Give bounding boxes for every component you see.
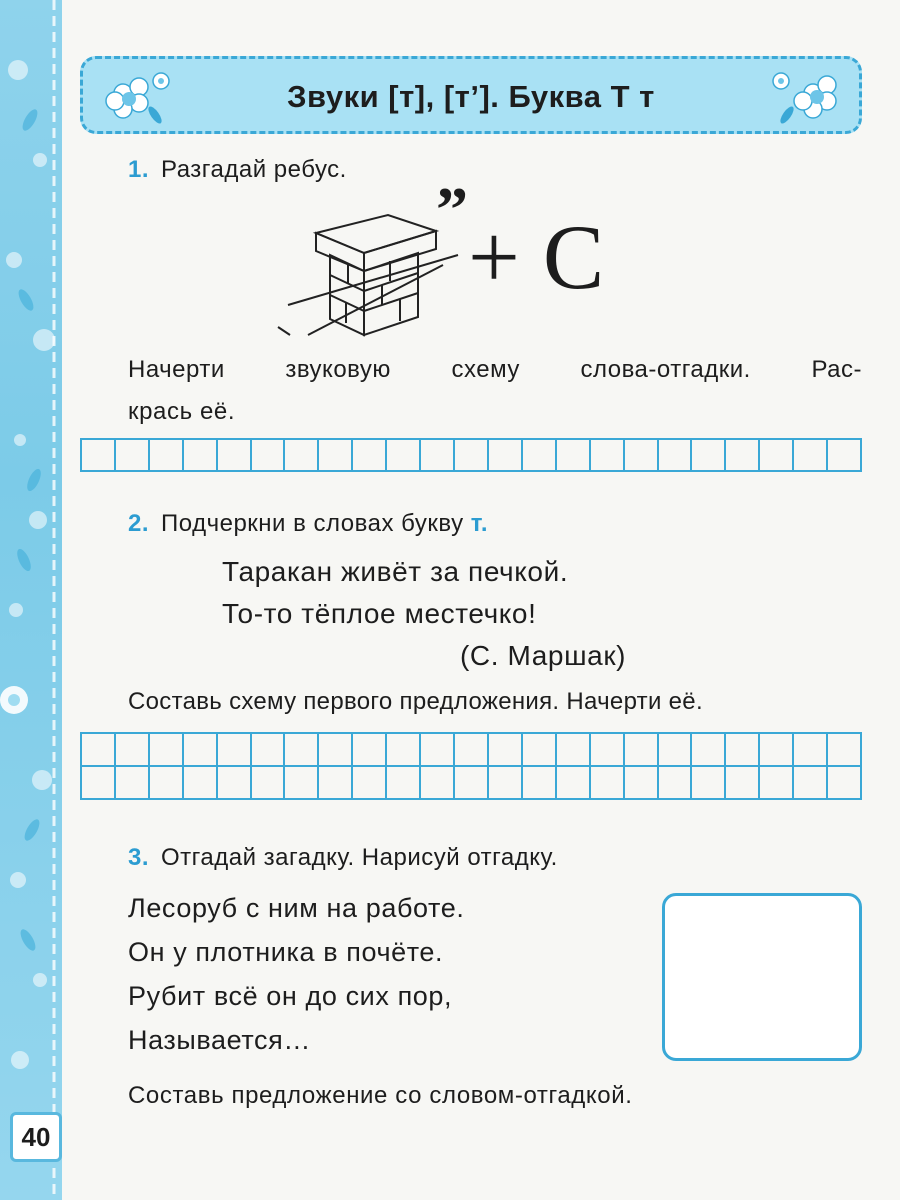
grid-cell[interactable] xyxy=(184,734,218,767)
grid-cell[interactable] xyxy=(353,767,387,800)
poem-line-2: То-то тёплое местечко! xyxy=(222,598,537,629)
grid-cell[interactable] xyxy=(252,440,286,472)
grid-cell[interactable] xyxy=(591,734,625,767)
grid-cell[interactable] xyxy=(150,767,184,800)
grid-cell[interactable] xyxy=(421,440,455,472)
grid-cell[interactable] xyxy=(760,734,794,767)
grid-cell[interactable] xyxy=(557,767,591,800)
grid-cell[interactable] xyxy=(659,767,693,800)
task3-instruction: Отгадай загадку. Нарисуй отгадку. xyxy=(161,844,558,871)
drawing-answer-box[interactable] xyxy=(662,893,862,1061)
task1-instruction: Разгадай ребус. xyxy=(161,156,347,183)
task3-heading xyxy=(128,844,558,872)
page-title: Звуки [т], [тʼ]. Буква Т т xyxy=(287,79,655,114)
grid-cell[interactable] xyxy=(489,767,523,800)
header-banner xyxy=(80,56,862,134)
grid-cell[interactable] xyxy=(523,734,557,767)
grid-cell[interactable] xyxy=(184,767,218,800)
grid-cell[interactable] xyxy=(794,767,828,800)
grid-cell[interactable] xyxy=(116,734,150,767)
riddle-line-2: Он у плотника в почёте. xyxy=(128,937,444,967)
grid-cell[interactable] xyxy=(353,734,387,767)
grid-cell[interactable] xyxy=(150,734,184,767)
task2-heading xyxy=(128,510,488,538)
grid-cell[interactable] xyxy=(387,734,421,767)
grid-cell[interactable] xyxy=(421,734,455,767)
grid-cell[interactable] xyxy=(218,734,252,767)
grid-cell[interactable] xyxy=(218,767,252,800)
grid-cell[interactable] xyxy=(659,440,693,472)
sentence-scheme-grid[interactable] xyxy=(80,732,862,800)
side-decor-strip xyxy=(0,0,62,1200)
grid-cell[interactable] xyxy=(726,767,760,800)
grid-cell[interactable] xyxy=(692,440,726,472)
grid-cell[interactable] xyxy=(489,734,523,767)
grid-cell[interactable] xyxy=(252,734,286,767)
riddle-line-3: Рубит всё он до сих пор, xyxy=(128,981,453,1011)
grid-cell[interactable] xyxy=(319,440,353,472)
task1-heading xyxy=(128,156,347,184)
grid-cell[interactable] xyxy=(523,440,557,472)
grid-cell[interactable] xyxy=(828,734,862,767)
grid-cell[interactable] xyxy=(489,440,523,472)
grid-cell[interactable] xyxy=(184,440,218,472)
poem-line-1: Таракан живёт за печкой. xyxy=(222,556,569,587)
rebus-comma-marks: ” xyxy=(436,174,468,245)
task2-instruction: Подчеркни в словах букву xyxy=(161,510,464,537)
riddle-line-4: Называется… xyxy=(128,1025,311,1055)
grid-cell[interactable] xyxy=(285,440,319,472)
grid-cell[interactable] xyxy=(591,767,625,800)
floral-pattern-icon xyxy=(0,0,62,1200)
grid-cell[interactable] xyxy=(557,440,591,472)
grid-cell[interactable] xyxy=(523,767,557,800)
grid-cell[interactable] xyxy=(150,440,184,472)
task3-sentence-instruction: Составь предложение со словом-отгадкой. xyxy=(128,1082,633,1109)
grid-cell[interactable] xyxy=(794,440,828,472)
riddle-line-1: Лесоруб с ним на работе. xyxy=(128,893,465,923)
grid-cell[interactable] xyxy=(760,440,794,472)
flower-right-icon xyxy=(765,65,845,129)
poem-author: (С. Маршак) xyxy=(460,640,627,671)
rebus-plus-letter: + С xyxy=(468,206,605,308)
grid-cell[interactable] xyxy=(285,734,319,767)
grid-cell[interactable] xyxy=(353,440,387,472)
grid-cell[interactable] xyxy=(591,440,625,472)
rebus-picture xyxy=(268,174,628,350)
grid-cell[interactable] xyxy=(828,767,862,800)
grid-cell[interactable] xyxy=(794,734,828,767)
grid-cell[interactable] xyxy=(116,440,150,472)
grid-cell[interactable] xyxy=(285,767,319,800)
task2-number: 2. xyxy=(128,510,150,537)
task2-letter: т. xyxy=(470,510,489,537)
grid-cell[interactable] xyxy=(625,734,659,767)
task1-scheme-line1: Начерти звуковую схему слова-отгадки. Рас- xyxy=(128,356,862,383)
grid-cell[interactable] xyxy=(319,767,353,800)
task1-number: 1. xyxy=(128,156,150,183)
grid-cell[interactable] xyxy=(760,767,794,800)
page-number: 40 xyxy=(10,1112,62,1162)
grid-cell[interactable] xyxy=(218,440,252,472)
grid-cell[interactable] xyxy=(455,440,489,472)
grid-cell[interactable] xyxy=(387,767,421,800)
task1-scheme-line2: крась её. xyxy=(128,398,236,425)
grid-cell[interactable] xyxy=(82,767,116,800)
grid-cell[interactable] xyxy=(692,767,726,800)
grid-cell[interactable] xyxy=(252,767,286,800)
grid-cell[interactable] xyxy=(387,440,421,472)
grid-cell[interactable] xyxy=(455,734,489,767)
grid-cell[interactable] xyxy=(82,734,116,767)
grid-cell[interactable] xyxy=(726,440,760,472)
grid-cell[interactable] xyxy=(692,734,726,767)
grid-cell[interactable] xyxy=(82,440,116,472)
grid-cell[interactable] xyxy=(625,767,659,800)
grid-cell[interactable] xyxy=(421,767,455,800)
task3-number: 3. xyxy=(128,844,150,871)
grid-cell[interactable] xyxy=(659,734,693,767)
grid-cell[interactable] xyxy=(726,734,760,767)
grid-cell[interactable] xyxy=(455,767,489,800)
grid-cell[interactable] xyxy=(625,440,659,472)
task2-scheme-instruction: Составь схему первого предложения. Начерти её. xyxy=(128,688,703,715)
sound-scheme-grid[interactable] xyxy=(80,438,862,472)
grid-cell[interactable] xyxy=(557,734,591,767)
grid-cell[interactable] xyxy=(116,767,150,800)
grid-cell[interactable] xyxy=(319,734,353,767)
grid-cell[interactable] xyxy=(828,440,862,472)
